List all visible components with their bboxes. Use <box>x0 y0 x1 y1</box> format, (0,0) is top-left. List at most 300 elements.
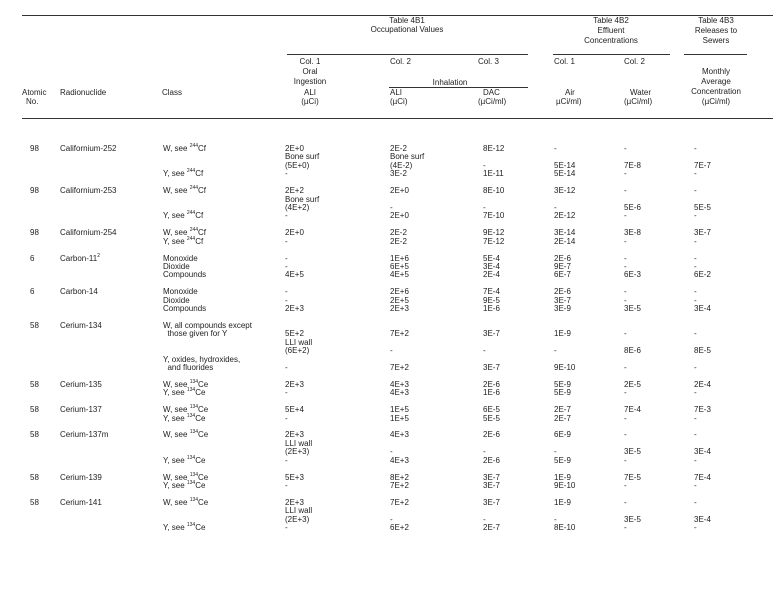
ali-oral-unit: (µCi) <box>301 97 319 106</box>
radionuclide-name: Carbon-11 <box>60 253 98 263</box>
class-cell <box>163 524 205 532</box>
atomic-header: Atomic <box>22 88 47 97</box>
value-c2: 2E-2 <box>390 144 407 153</box>
atomic-number: 58 <box>30 430 39 440</box>
value-c2: 4E+3 <box>390 455 409 465</box>
value-c5: 3E-8 <box>624 228 641 238</box>
radionuclide-name: Cerium-141 <box>60 497 102 507</box>
value-c2: 2E+0 <box>390 186 409 196</box>
value-c5: - <box>624 261 627 271</box>
class-cell <box>163 479 206 490</box>
isotope-superscript: 244 <box>189 143 199 149</box>
table-4b3-rule <box>684 54 747 55</box>
value-c3: 6E-5 <box>483 405 500 415</box>
value-c3: 1E-6 <box>483 388 500 398</box>
value-c2: 8E+2 <box>390 472 409 482</box>
value-c2: 7E+2 <box>390 329 409 339</box>
value-c6: 8E-5 <box>694 346 711 356</box>
value-c2: 6E+5 <box>390 261 409 271</box>
class-header: Class <box>162 88 183 97</box>
class-text: Ce <box>198 472 209 482</box>
value-c6: - <box>694 236 697 246</box>
col-3-label: Col. 3 <box>478 57 499 66</box>
value-c4: 5E-9 <box>554 379 571 389</box>
class-text: W, see <box>163 228 190 238</box>
radionuclide-name: Californium-254 <box>60 228 117 238</box>
value-c1: - <box>285 261 288 271</box>
class-text: Compounds <box>163 270 207 280</box>
value-c2: 1E+5 <box>390 405 409 415</box>
value-c6: - <box>694 169 697 179</box>
class-text: W, see <box>163 379 190 389</box>
value-c1: - <box>285 211 288 221</box>
class-text: Ce <box>195 413 206 423</box>
b3-unit: (µCi/ml) <box>701 97 731 106</box>
value-c4: 5E-14 <box>554 160 576 170</box>
value-c4: 2E-7 <box>554 405 571 415</box>
value-c5: - <box>624 480 627 490</box>
value-c1: - <box>285 523 288 532</box>
value-c3: - <box>483 160 486 170</box>
monthly-label: Monthly <box>701 67 730 76</box>
value-c6: 3E-4 <box>694 514 711 524</box>
header-bottom-rule <box>22 118 773 119</box>
value-c5: - <box>624 295 627 305</box>
class-text: W, see <box>163 472 190 482</box>
table-4b2-subtitle: Effluent <box>597 26 625 35</box>
col-2-label: Col. 2 <box>390 57 411 66</box>
isotope-superscript: 244 <box>186 235 196 242</box>
class-cell <box>163 145 206 153</box>
value-c4: 5E-9 <box>554 455 571 465</box>
oral-label: Oral <box>302 67 318 76</box>
value-c2: 1E+5 <box>390 413 409 423</box>
value-c3: 3E-7 <box>483 497 500 507</box>
value-c1: (2E+3) <box>285 447 310 457</box>
value-c5: - <box>624 186 627 196</box>
isotope-superscript: 134 <box>186 454 196 461</box>
value-c1: 5E+2 <box>285 329 304 339</box>
value-c5: 8E-6 <box>624 346 641 356</box>
value-c6: - <box>694 480 697 490</box>
value-c1: 5E+4 <box>285 405 304 415</box>
value-c3: 1E-11 <box>483 169 504 179</box>
value-c4: 2E-14 <box>554 236 576 246</box>
value-c2: (4E-2) <box>390 160 413 170</box>
class-text: Cf <box>195 236 204 246</box>
value-c3: 5E-5 <box>483 413 500 423</box>
value-c5: - <box>624 388 627 398</box>
value-c1: 5E+3 <box>285 472 304 482</box>
value-c1: (5E+0) <box>285 160 310 170</box>
class-cell <box>163 412 206 423</box>
value-c4: 3E-7 <box>554 295 571 305</box>
average-label: Average <box>701 77 731 86</box>
table-4b1-title: Table 4B1 <box>389 16 425 25</box>
value-c3: 8E-10 <box>483 186 505 196</box>
isotope-superscript: 244 <box>186 168 196 175</box>
value-c6: 7E-3 <box>694 405 711 415</box>
radionuclide-name: Californium-252 <box>60 144 117 153</box>
class-text: Y, see <box>163 169 187 179</box>
value-c6: - <box>694 186 697 196</box>
value-c1: LLI wall <box>285 506 313 516</box>
value-c2: 7E+2 <box>390 480 409 490</box>
class-text: Dioxide <box>163 295 190 305</box>
radionuclide-name: Californium-253 <box>60 186 117 196</box>
inhalation-rule <box>389 87 528 88</box>
value-c3: 2E-6 <box>483 455 500 465</box>
isotope-superscript: 134 <box>189 404 199 411</box>
class-cell <box>163 431 208 439</box>
value-c5: - <box>624 455 627 465</box>
value-c1: - <box>285 480 288 490</box>
class-text: Cf <box>198 144 207 153</box>
class-cell <box>163 170 203 178</box>
class-cell <box>163 330 227 338</box>
value-c2: - <box>390 447 393 457</box>
b2-col-2-label: Col. 2 <box>624 57 645 66</box>
value-c5: - <box>624 362 627 372</box>
isotope-superscript: 244 <box>189 227 199 234</box>
class-text: Cf <box>195 169 204 179</box>
value-c1: 2E+0 <box>285 144 304 153</box>
radionuclide-name: Cerium-137 <box>60 405 102 415</box>
class-text: Ce <box>195 523 206 532</box>
value-c4: - <box>554 514 557 524</box>
value-c6: - <box>694 413 697 423</box>
value-c2: 2E+3 <box>390 304 409 313</box>
value-c6: - <box>694 362 697 372</box>
value-c4: 2E-6 <box>554 253 571 263</box>
atomic-number: 58 <box>30 405 39 415</box>
value-c2: 7E+2 <box>390 497 409 507</box>
value-c3: - <box>483 447 486 457</box>
value-c3: 9E-5 <box>483 295 500 305</box>
value-c5: - <box>624 211 627 221</box>
value-c4: 3E-12 <box>554 186 576 196</box>
class-cell <box>163 305 206 313</box>
value-c6: - <box>694 329 697 339</box>
class-cell <box>163 212 203 220</box>
value-c4: 1E-9 <box>554 497 571 507</box>
water-header: Water <box>630 88 652 97</box>
value-c2: 4E+3 <box>390 430 409 440</box>
value-c3: 3E-7 <box>483 480 500 490</box>
atomic-number: 98 <box>30 228 39 238</box>
ali-inhalation-header: ALI <box>390 88 403 97</box>
class-text: Ce <box>195 480 206 490</box>
value-c4: 9E-7 <box>554 261 571 271</box>
isotope-superscript: 134 <box>186 412 196 419</box>
value-c5: - <box>624 523 627 532</box>
value-c3: 7E-10 <box>483 211 505 221</box>
value-c5: 6E-3 <box>624 270 641 280</box>
value-c6: 7E-7 <box>694 160 711 170</box>
value-c3: 2E-6 <box>483 379 500 389</box>
class-text: W, see <box>163 405 190 415</box>
value-c4: 5E-14 <box>554 169 576 179</box>
atomic-number: 6 <box>30 287 35 297</box>
value-c6: - <box>694 388 697 398</box>
radionuclide-name: Cerium-134 <box>60 320 102 330</box>
value-c6: 5E-5 <box>694 202 711 212</box>
class-cell <box>163 496 209 507</box>
value-c4: - <box>554 447 557 457</box>
atomic-number: 58 <box>30 472 39 482</box>
value-c1: (2E+3) <box>285 514 310 524</box>
class-text: Monoxide <box>163 253 198 263</box>
value-c1: 2E+2 <box>285 186 304 196</box>
value-c2: - <box>390 346 393 356</box>
value-c4: 5E-9 <box>554 388 571 398</box>
value-c5: - <box>624 497 627 507</box>
value-c1: 2E+3 <box>285 379 304 389</box>
ali-inhalation-unit: (µCi) <box>390 97 408 106</box>
value-c6: 2E-4 <box>694 379 711 389</box>
isotope-superscript: 134 <box>189 429 199 436</box>
value-c4: 9E-10 <box>554 362 576 372</box>
value-c1: - <box>285 362 288 372</box>
dac-header: DAC <box>483 88 500 97</box>
value-c6: - <box>694 523 697 532</box>
table-4b3-title: Table 4B3 <box>698 16 734 25</box>
value-c4: 2E-12 <box>554 211 576 221</box>
air-unit: µCi/ml) <box>556 97 582 106</box>
value-c1: LLI wall <box>285 438 313 448</box>
atomic-number: 98 <box>30 186 39 196</box>
class-text: W, see <box>163 186 190 196</box>
value-c2: 4E+3 <box>390 379 409 389</box>
class-text: Ce <box>195 455 206 465</box>
class-text: Cf <box>198 228 207 238</box>
value-c5: 2E-5 <box>624 379 641 389</box>
value-c5: - <box>624 329 627 339</box>
value-c6: 7E-4 <box>694 472 711 482</box>
value-c1: 2E+3 <box>285 430 304 440</box>
table-4b2-rule <box>553 54 670 55</box>
value-c5: - <box>624 287 627 297</box>
class-text: W, see <box>163 497 190 507</box>
value-c6: - <box>694 211 697 221</box>
value-c1: - <box>285 236 288 246</box>
value-c5: - <box>624 144 627 153</box>
radionuclide-name-wrap <box>60 252 100 263</box>
isotope-superscript: 244 <box>186 210 196 217</box>
value-c3: 2E-7 <box>483 523 500 532</box>
value-c1: LLI wall <box>285 337 313 347</box>
class-text: Ce <box>198 379 209 389</box>
value-c4: 3E-9 <box>554 304 571 313</box>
value-c1: - <box>285 413 288 423</box>
value-c2: 1E+6 <box>390 253 409 263</box>
value-c2: 3E-2 <box>390 169 407 179</box>
value-c4: 3E-14 <box>554 228 576 238</box>
concentration-label: Concentration <box>691 87 741 96</box>
radionuclide-header: Radionuclide <box>60 88 107 97</box>
value-c2: - <box>390 514 393 524</box>
class-text: Compounds <box>163 304 207 313</box>
isotope-superscript: 134 <box>189 496 199 503</box>
value-c2: 2E+0 <box>390 211 409 221</box>
value-c3: 1E-6 <box>483 304 500 313</box>
value-c6: 3E-4 <box>694 304 711 313</box>
ingestion-label: Ingestion <box>293 77 327 86</box>
class-cell <box>163 389 205 397</box>
class-text: W, see <box>163 430 190 440</box>
value-c6: - <box>694 497 697 507</box>
value-c3: 2E-6 <box>483 430 500 440</box>
b2-col-1-label: Col. 1 <box>554 57 575 66</box>
dac-unit: (µCi/ml) <box>478 97 507 106</box>
ali-oral-header: ALI <box>303 88 316 97</box>
value-c4: 6E-9 <box>554 430 571 440</box>
value-c5: 3E-5 <box>624 304 641 313</box>
value-c3: 7E-12 <box>483 236 505 246</box>
value-c6: - <box>694 295 697 305</box>
class-cell <box>163 454 206 465</box>
value-c3: - <box>483 346 486 356</box>
inhalation-label: Inhalation <box>432 78 468 87</box>
value-c5: 7E-4 <box>624 405 641 415</box>
class-text: Y, see <box>163 211 187 221</box>
class-text: and fluorides <box>163 362 214 372</box>
isotope-superscript: 134 <box>186 522 196 528</box>
isotope-superscript: 134 <box>186 479 196 486</box>
value-c3: - <box>483 514 486 524</box>
value-c2: Bone surf <box>390 152 425 162</box>
value-c3: 9E-12 <box>483 228 505 238</box>
value-c4: - <box>554 346 557 356</box>
value-c1: - <box>285 169 288 179</box>
class-text: Dioxide <box>163 261 190 271</box>
class-text: Ce <box>198 405 209 415</box>
footnote-marker: 2 <box>97 252 100 259</box>
value-c5: 3E-5 <box>624 447 641 457</box>
value-c3: 5E-4 <box>483 253 500 263</box>
class-text: W, see <box>163 144 190 153</box>
isotope-superscript: 134 <box>186 387 196 394</box>
value-c1: - <box>285 455 288 465</box>
atomic-no-header: No. <box>26 97 39 106</box>
water-unit: (µCi/ml) <box>624 97 653 106</box>
atomic-number: 98 <box>30 144 39 153</box>
class-text: Y, see <box>163 413 187 423</box>
value-c5: - <box>624 169 627 179</box>
value-c3: 3E-7 <box>483 472 500 482</box>
value-c1: 2E+3 <box>285 497 304 507</box>
isotope-superscript: 244 <box>189 185 199 192</box>
value-c4: 8E-10 <box>554 523 576 532</box>
air-header: Air <box>565 88 575 97</box>
table-4b2-subtitle-2: Concentrations <box>584 36 638 45</box>
value-c3: 3E-4 <box>483 261 500 271</box>
value-c1: 2E+3 <box>285 304 304 313</box>
table-4b3-subtitle: Releases to <box>694 26 738 35</box>
value-c6: - <box>694 261 697 271</box>
class-cell <box>163 364 213 372</box>
class-text: Ce <box>198 497 209 507</box>
atomic-number: 58 <box>30 379 39 389</box>
value-c2: 6E+2 <box>390 523 409 532</box>
value-c1: 2E+0 <box>285 228 304 238</box>
value-c5: 7E-5 <box>624 472 641 482</box>
value-c4: 6E-7 <box>554 270 571 280</box>
value-c3: 2E-4 <box>483 270 500 280</box>
value-c5: - <box>624 413 627 423</box>
value-c2: 4E+3 <box>390 388 409 398</box>
value-c4: 1E-9 <box>554 472 571 482</box>
value-c6: - <box>694 253 697 263</box>
value-c1: (4E+2) <box>285 202 310 212</box>
radionuclide-name: Carbon-14 <box>60 287 98 297</box>
value-c5: - <box>624 236 627 246</box>
value-c6: - <box>694 144 697 153</box>
value-c2: - <box>390 202 393 212</box>
value-c2: 2E+6 <box>390 287 409 297</box>
table-4b3-subtitle-2: Sewers <box>702 36 730 45</box>
value-c1: 4E+5 <box>285 270 304 280</box>
value-c6: 3E-7 <box>694 228 711 238</box>
value-c5: 5E-6 <box>624 202 641 212</box>
atomic-number: 6 <box>30 253 35 263</box>
value-c3: 7E-4 <box>483 287 500 297</box>
class-text: those given for Y <box>163 329 228 339</box>
class-text: Y, see <box>163 236 187 246</box>
value-c1: (6E+2) <box>285 346 310 356</box>
class-cell <box>163 187 206 195</box>
value-c4: 2E-6 <box>554 287 571 297</box>
value-c4: - <box>554 144 557 153</box>
value-c1: Bone surf <box>285 194 320 204</box>
class-text: Ce <box>198 430 209 440</box>
value-c4: 1E-9 <box>554 329 571 339</box>
value-c1: Bone surf <box>285 152 320 162</box>
value-c3: 8E-12 <box>483 144 505 153</box>
value-c6: 3E-4 <box>694 447 711 457</box>
value-c6: - <box>694 430 697 440</box>
class-text: Y, see <box>163 455 187 465</box>
value-c5: - <box>624 253 627 263</box>
value-c2: 2E-2 <box>390 236 407 246</box>
table-4b1-rule <box>287 54 528 55</box>
radionuclide-name: Cerium-135 <box>60 379 102 389</box>
class-cell <box>163 271 206 279</box>
value-c1: - <box>285 287 288 297</box>
value-c2: 7E+2 <box>390 362 409 372</box>
value-c6: 6E-2 <box>694 270 711 280</box>
value-c1: - <box>285 295 288 305</box>
value-c5: - <box>624 430 627 440</box>
table-4b1-subtitle: Occupational Values <box>370 25 444 34</box>
class-text: Y, oxides, hydroxides, <box>163 354 241 364</box>
table-4b2-title: Table 4B2 <box>593 16 629 25</box>
value-c2: 2E-2 <box>390 228 407 238</box>
radionuclide-name: Cerium-137m <box>60 430 109 440</box>
class-text: Monoxide <box>163 287 198 297</box>
value-c3: 3E-7 <box>483 329 500 339</box>
value-c4: 2E-7 <box>554 413 571 423</box>
class-text: Y, see <box>163 388 187 398</box>
class-text: Ce <box>195 388 206 398</box>
radionuclide-name: Cerium-139 <box>60 472 102 482</box>
value-c4: - <box>554 202 557 212</box>
col-1-label: Col. 1 <box>299 57 321 66</box>
class-text: Y, see <box>163 480 187 490</box>
value-c4: 9E-10 <box>554 480 576 490</box>
isotope-superscript: 134 <box>189 471 199 478</box>
value-c1: - <box>285 388 288 398</box>
